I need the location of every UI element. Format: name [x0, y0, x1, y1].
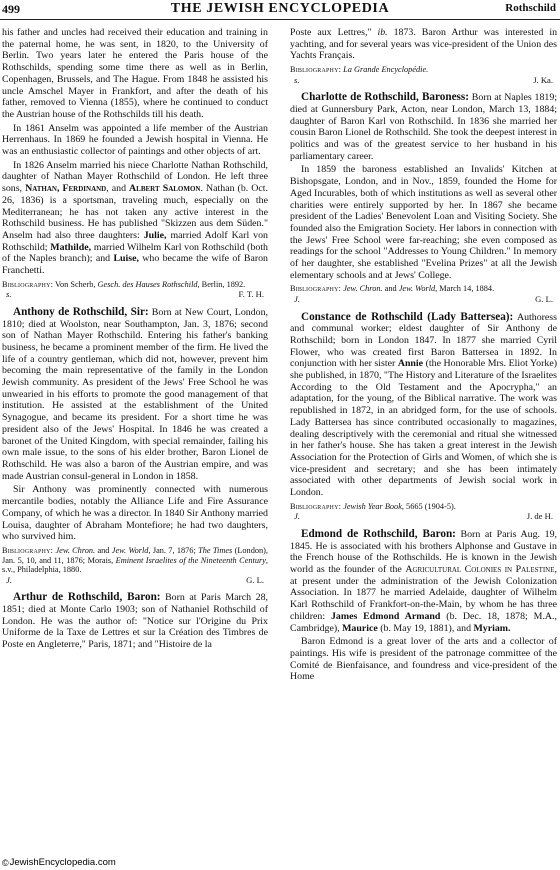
text-run: , 5665 (1904-5).	[401, 501, 456, 511]
anselm-paragraph-3	[2, 160, 268, 277]
anselm-paragraph-2: In 1861 Anselm was appointed a life member of the Austrian Herrenhaus. In 1869 he founded a Jewish hospital in Vienna. He was an enthusiastic collector of paintings and other objects of art.	[2, 122, 268, 158]
text-run: In 1826 Anselm married his niece Charlotte Nathan Rothschild, daughter of Nathan Mayer Rothschild of London. He left three sons,	[2, 159, 268, 195]
text-run: (London), Jan. 5, 10, and 11, 1876; Morais,	[2, 545, 268, 565]
edmond-article	[290, 529, 557, 634]
text-run: (the Honorable Mrs. Eliot Yorke) she published, in 1870, "The History and Literature of the Israelites According to the Old Testament and the Apocrypha," an adaptation, for the young, of the Biblical narrative. The work was republished in 1872, in an abridged form, for the use of schools. Lady Battersea has since contributed occasionally to magazines, dealing descriptively with the ceremonial and ritual she witnessed in her father's house. She has taken a great interest in the Jewish Association for the Protection of Girls and Women, of which she is vice-president and secretary; and she has been intimately associated with other departments of Jewish social work in London.	[290, 358, 557, 499]
bibliography	[290, 502, 557, 512]
bibliography-label: Bibliography:	[2, 545, 54, 555]
name-albert-salomon: Albert Salomon	[129, 183, 201, 195]
article-headword: Edmond de Rothschild, Baron:	[301, 527, 456, 540]
bibliography-label: Bibliography:	[290, 284, 342, 294]
text-run: married Wilhelm Karl von Rothschild (both of the Naples branch); and	[2, 241, 268, 265]
article-headword: Anthony de Rothschild, Sir:	[13, 305, 149, 318]
text-run: Born at Paris Aug. 19, 1845. He is associated with his brothers Alphonse and Gustave in the French house of the Rothschilds. He is known in the Jewish world as the founder of the	[290, 528, 557, 575]
encyclopedia-title: THE JEWISH ENCYCLOPEDIA	[170, 1, 390, 16]
text-run: married Adolf Karl von Rothschild;	[2, 229, 268, 253]
arthur-continued-paragraph	[290, 27, 557, 62]
reference-title: The Times	[198, 545, 233, 555]
bibliography	[290, 284, 557, 294]
left-column	[2, 27, 268, 653]
name-maurice: Maurice	[342, 622, 378, 634]
article-headword: Arthur de Rothschild, Baron:	[13, 591, 161, 604]
text-run: and	[95, 545, 112, 555]
signature-initials: J. de H.	[526, 511, 553, 522]
text-run: , March 14, 1884.	[435, 284, 495, 294]
text-run: Born at New Court, London, 1810; died at Woolston, near Southampton, Jan. 3, 1876; second son of Nathan Mayer Rothschild. Entering his father's banking business, he became a prominent member of the firm. He lived the life of a country gentleman, which did not, however, prevent him becoming the main representative of the family in the London Jewish community. As president of the Jews' Free School he was unwearied in his efforts to promote the good management of that institution. He assisted at the establishment of the United Synagogue, and became its president. For a short time he was president also of the Jews' Hospital. In 1846 he was created a baronet of the United Kingdom, with special remainder, failing his own male issue, to the sons of his elder brother, Baron Lionel de Rothschild. He was also a baron of the Austrian empire, and was made Austrian consul-general in London in 1858.	[2, 306, 268, 482]
bibliography	[2, 546, 268, 575]
charlotte-paragraph-2: In 1859 the baroness established an Invalids' Kitchen at Bishopsgate, London, and in Nov., 1859, founded the Home for Aged Incurables, both of which institutions as well as several other charities were entirely supported by her. In 1867 she became president of the Ladies' Benevolent Loan and Visiting Society. She founded also the Emigration Society. Her labors in connection with the Jews' Free School were far-reaching; she even composed as readings for the school "Addresses to Young Children." In memory of her daughter, she established "Evelina Prizes" at all the Jewish elementary schools and at Jews' College.	[290, 164, 557, 281]
edmond-paragraph-2: Baron Edmond is a great lover of the arts and a collector of paintings. His wife is president of the patronage committee of the Comité de Bienfaisance, and foundress and vice-president of the Home	[290, 636, 557, 683]
text-run: Von Scherb,	[53, 279, 98, 289]
text-run: , s.v., Philadelphia, 1880.	[2, 555, 268, 575]
running-head: Rothschild	[505, 2, 556, 14]
bibliography	[290, 65, 557, 75]
ibid-ref: ib.	[377, 27, 388, 38]
name-james-edmond-armand: James Edmond Armand	[330, 610, 441, 622]
anselm-continued-paragraph: his father and uncles had received their education and training in the paternal home, he was sent, in 1820, to the University of Berlin. Two years later he entered the Paris house of the Rothschilds, spending some time there as well as in Berlin, Copenhagen, Brussels, and The Hague. From 1848 he assisted his uncle Amschel Mayer in Frankfort, and after the death of his father, removed to Vienna (1855), where he continued to conduct the Austrian house of the Rothschilds till his death.	[2, 27, 268, 120]
bibliography-label: Bibliography:	[290, 501, 342, 511]
reference-title: Jew. Chron.	[55, 545, 96, 555]
agricultural-colonies-term: Agricultural Colonies in Palestine	[405, 564, 555, 575]
name-julie: Julie,	[143, 229, 167, 241]
name-mathilde: Mathilde,	[50, 241, 92, 253]
name-annie: Annie	[397, 358, 424, 370]
signature-initials: G. L.	[535, 294, 553, 305]
text-run: , Berlin, 1892.	[197, 279, 246, 289]
reference-title: Jew. World	[398, 284, 436, 294]
reference-title: La Grande Encyclopédie.	[341, 65, 429, 75]
reference-title: Gesch. des Hauses Rothschild	[97, 279, 198, 289]
article-headword: Charlotte de Rothschild, Baroness:	[301, 91, 469, 104]
charlotte-article	[290, 92, 557, 162]
anthony-paragraph-2: Sir Anthony was prominently connected with numerous mercantile bodies, notably the Alliance Life and Fire Assurance Company, of which he was a director. In 1840 Sir Anthony married Louisa, daughter of Abraham Montefiore; he had two daughters, who survived him.	[2, 484, 268, 543]
text-run: Born at Paris March 28, 1851; died at Monte Carlo 1903; son of Nathaniel Rothschild of London. He was the author of: "Notice sur l'Origine du Prix Uniforme de la Taxe de Lettres et sur la Création des Timbres de Poste en Angleterre," Paris, 1871; and "Histoire de la	[2, 592, 268, 651]
signature-code: s.	[6, 289, 12, 300]
constance-article	[290, 312, 557, 499]
name-myriam: Myriam.	[473, 622, 511, 634]
text-run: (b. Dec. 18, 1878; M.A., Cambridge),	[290, 610, 557, 634]
text-run: (b. May 19, 1881), and	[377, 622, 474, 634]
text-run: . Nathan (b. Oct. 26, 1836) is a sportsman, traveling much, especially on the Mediterranean; he has not taken any active interest in the Rothschild business. He has published "Skizzen aus dem Süden." Anselm had also three daughters:	[2, 183, 269, 241]
author-signature	[290, 294, 557, 305]
author-signature	[2, 289, 268, 300]
signature-code: J.	[6, 574, 12, 585]
text-run: and	[382, 284, 399, 294]
author-signature	[2, 575, 268, 586]
anthony-article	[2, 307, 268, 483]
author-signature	[290, 511, 557, 522]
bibliography	[2, 280, 268, 290]
signature-initials: J. Ka.	[533, 74, 553, 85]
text-run: Authoress and communal worker; eldest daughter of Sir Anthony de Rothschild; born in London 1847. In 1877 she married Cyril Flower, who was created first Baron Battersea in 1892. In conjunction with her sister	[290, 311, 557, 370]
reference-title: Jew. Chron.	[343, 284, 383, 294]
text-run: 1873. Baron Arthur was interested in yachting, and for several years was vice-president of the Union des Yachts Français.	[290, 27, 558, 62]
signature-initials: F. T. H.	[238, 289, 264, 300]
reference-title: Jew. World	[111, 545, 149, 555]
author-signature	[290, 75, 557, 86]
bibliography-label: Bibliography:	[2, 279, 54, 289]
signature-code: J.	[294, 294, 300, 305]
reference-title: Eminent Israelites of the Nineteenth Century	[115, 555, 266, 565]
name-luise: Luise,	[113, 253, 139, 265]
copyright-icon: ©	[2, 857, 9, 868]
right-column	[290, 27, 557, 685]
text-run: Born at Naples 1819; died at Gunnersbury Park, Acton, near London, March 13, 1884; daughter of Baron Karl von Rothschild. In 1836 she married her cousin Baron Lionel de Rothschild. She took the deepest interest in politics and was of the greatest service to her husband in his parliamentary career.	[290, 92, 557, 162]
signature-code: J.	[294, 511, 300, 522]
signature-code: s.	[294, 74, 300, 85]
page-number: 499	[2, 2, 20, 16]
text-run: who became the wife of Baron Franchetti.	[2, 253, 268, 277]
bibliography-label: Bibliography:	[290, 65, 342, 75]
name-nathan-ferdinand: Nathan, Ferdinand	[25, 183, 107, 195]
site-link[interactable]: JewishEncyclopedia.com	[9, 857, 116, 868]
text-run: , at present under the administration of the Jewish Colonization Association. In 1877 he married Adelaide, daughter of Wilhelm Karl Rothschild of Frankfort-on-the-Main, by whom he has three children:	[290, 564, 557, 622]
signature-initials: G. L.	[246, 574, 264, 585]
text-run: , and	[106, 183, 130, 195]
site-footer[interactable]	[2, 857, 116, 868]
text-run: Poste aux Lettres,"	[290, 27, 378, 38]
reference-title: Jewish Year Book	[343, 501, 402, 511]
page-header	[0, 0, 560, 20]
text-run: , Jan. 7, 1876;	[148, 545, 199, 555]
arthur-article	[2, 592, 268, 651]
article-headword: Constance de Rothschild (Lady Battersea):	[301, 310, 514, 323]
